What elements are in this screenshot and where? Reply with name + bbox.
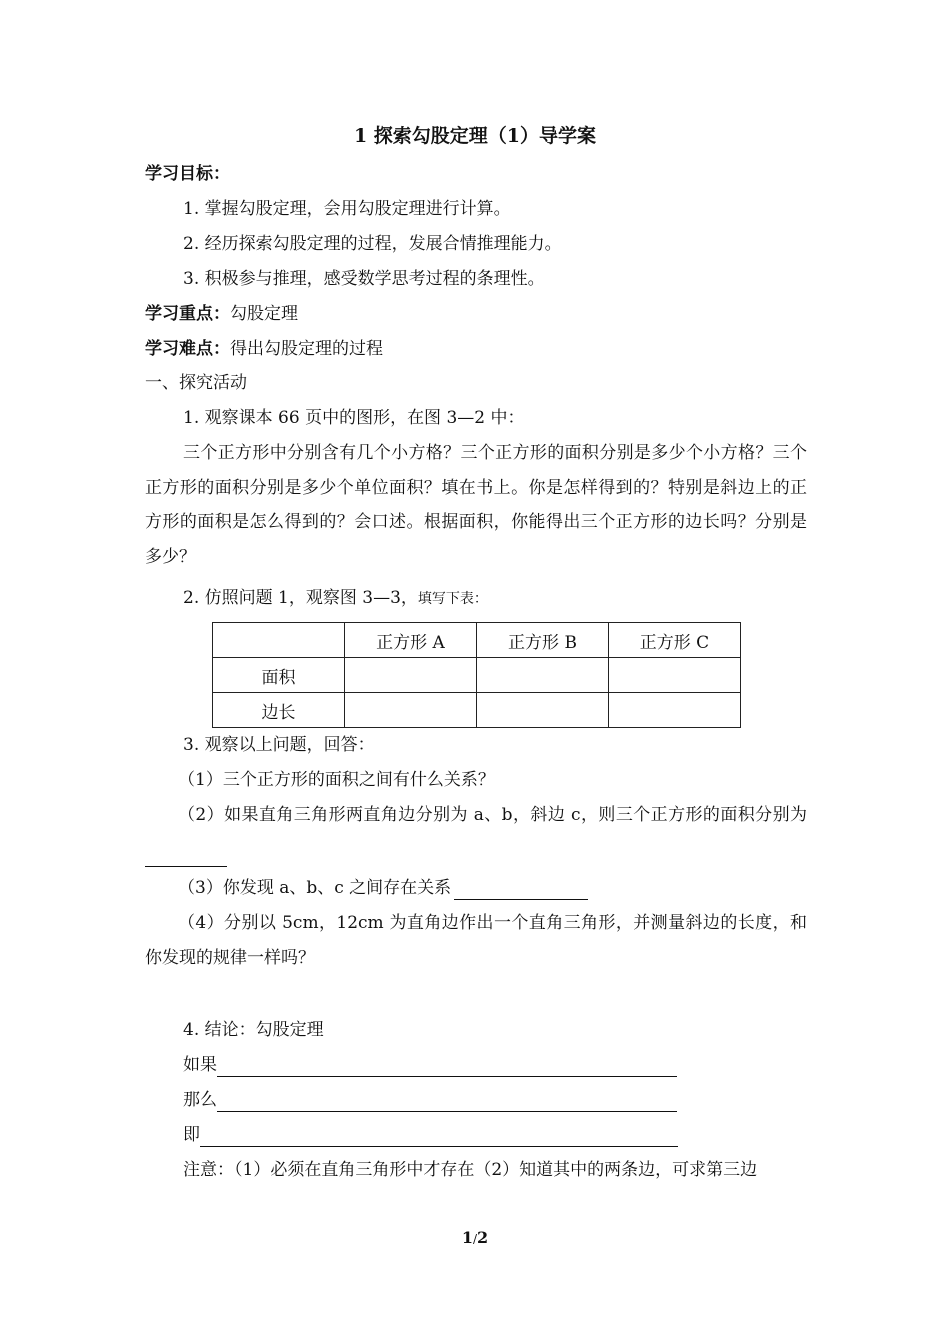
key-point	[145, 302, 298, 326]
table-cell[interactable]	[609, 658, 741, 693]
table-row-label: 面积	[213, 658, 345, 693]
objectives-heading: 学习目标：	[145, 164, 230, 184]
question-1-body: 三个正方形中分别含有几个小方格？三个正方形的面积分别是多少个小方格？三个正方形的面积分别是多少个单位面积？填在书上。你是怎样得到的？特别是斜边上的正方形的面积是怎么得到的？会口述。根据面积，你能得出三个正方形的边长吗？分别是多少？	[145, 443, 807, 567]
table-header-cell: 正方形 B	[477, 623, 609, 658]
table-cell[interactable]	[345, 658, 477, 693]
section-heading: 一、探究活动	[145, 373, 247, 393]
conclusion-so-label: 即	[183, 1125, 200, 1145]
question-3-part-2	[145, 798, 807, 867]
note: 注意：（1）必须在直角三角形中才存在（2）知道其中的两条边，可求第三边	[183, 1160, 758, 1180]
page-title: 1 探索勾股定理（1）导学案	[353, 125, 597, 147]
question-1-title: 1. 观察课本 66 页中的图形，在图 3—2 中：	[183, 408, 525, 428]
question-2-title	[183, 586, 488, 611]
objective-item: 3. 积极参与推理，感受数学思考过程的条理性。	[183, 269, 545, 289]
answer-blank[interactable]	[145, 846, 227, 867]
table-header-cell: 正方形 A	[345, 623, 477, 658]
table-header-cell: 正方形 C	[609, 623, 741, 658]
table-cell[interactable]	[477, 658, 609, 693]
difficulty-label: 学习难点：	[145, 339, 230, 359]
question-3-part-1: （1）三个正方形的面积之间有什么关系？	[178, 770, 495, 790]
table-row	[213, 693, 741, 728]
question-2-title-tail: 填写下表：	[417, 591, 488, 607]
table-cell[interactable]	[345, 693, 477, 728]
question-4-title: 4. 结论：勾股定理	[183, 1020, 324, 1040]
table-cell[interactable]	[609, 693, 741, 728]
question-3-part-4: （4）分别以 5cm，12cm 为直角边作出一个直角三角形，并测量斜边的长度，和你发现的规律一样吗？	[145, 913, 807, 968]
squares-table	[212, 622, 741, 728]
table-header-cell	[213, 623, 345, 658]
objective-item: 1. 掌握勾股定理，会用勾股定理进行计算。	[183, 199, 511, 219]
question-3-part-3-text: （3）你发现 a、b、c 之间存在关系	[178, 878, 452, 898]
difficulty-text: 得出勾股定理的过程	[230, 339, 383, 359]
answer-blank[interactable]	[217, 1091, 677, 1112]
page-current: 1	[461, 1228, 473, 1247]
conclusion-if	[183, 1053, 677, 1077]
difficulty	[145, 337, 383, 361]
objective-item: 2. 经历探索勾股定理的过程，发展合情推理能力。	[183, 234, 562, 254]
question-3-part-3	[178, 876, 588, 900]
answer-blank[interactable]	[217, 1056, 677, 1077]
answer-blank[interactable]	[454, 879, 588, 900]
page-number	[0, 1228, 950, 1247]
table-header-row	[213, 623, 741, 658]
conclusion-then	[183, 1088, 677, 1112]
table-row-label: 边长	[213, 693, 345, 728]
table-cell[interactable]	[477, 693, 609, 728]
page-total: 2	[477, 1228, 489, 1247]
key-point-text: 勾股定理	[230, 304, 298, 324]
answer-blank[interactable]	[200, 1126, 678, 1147]
key-point-label: 学习重点：	[145, 304, 230, 324]
question-2-title-main: 2. 仿照问题 1，观察图 3—3，	[183, 588, 418, 608]
question-3-title: 3. 观察以上问题，回答：	[183, 735, 375, 755]
conclusion-then-label: 那么	[183, 1090, 217, 1110]
question-3-part-2-text: （2）如果直角三角形两直角边分别为 a、b，斜边 c，则三个正方形的面积分别为	[178, 805, 807, 825]
conclusion-if-label: 如果	[183, 1055, 217, 1075]
table-row	[213, 658, 741, 693]
page-separator: /	[472, 1232, 478, 1246]
conclusion-so	[183, 1123, 678, 1147]
